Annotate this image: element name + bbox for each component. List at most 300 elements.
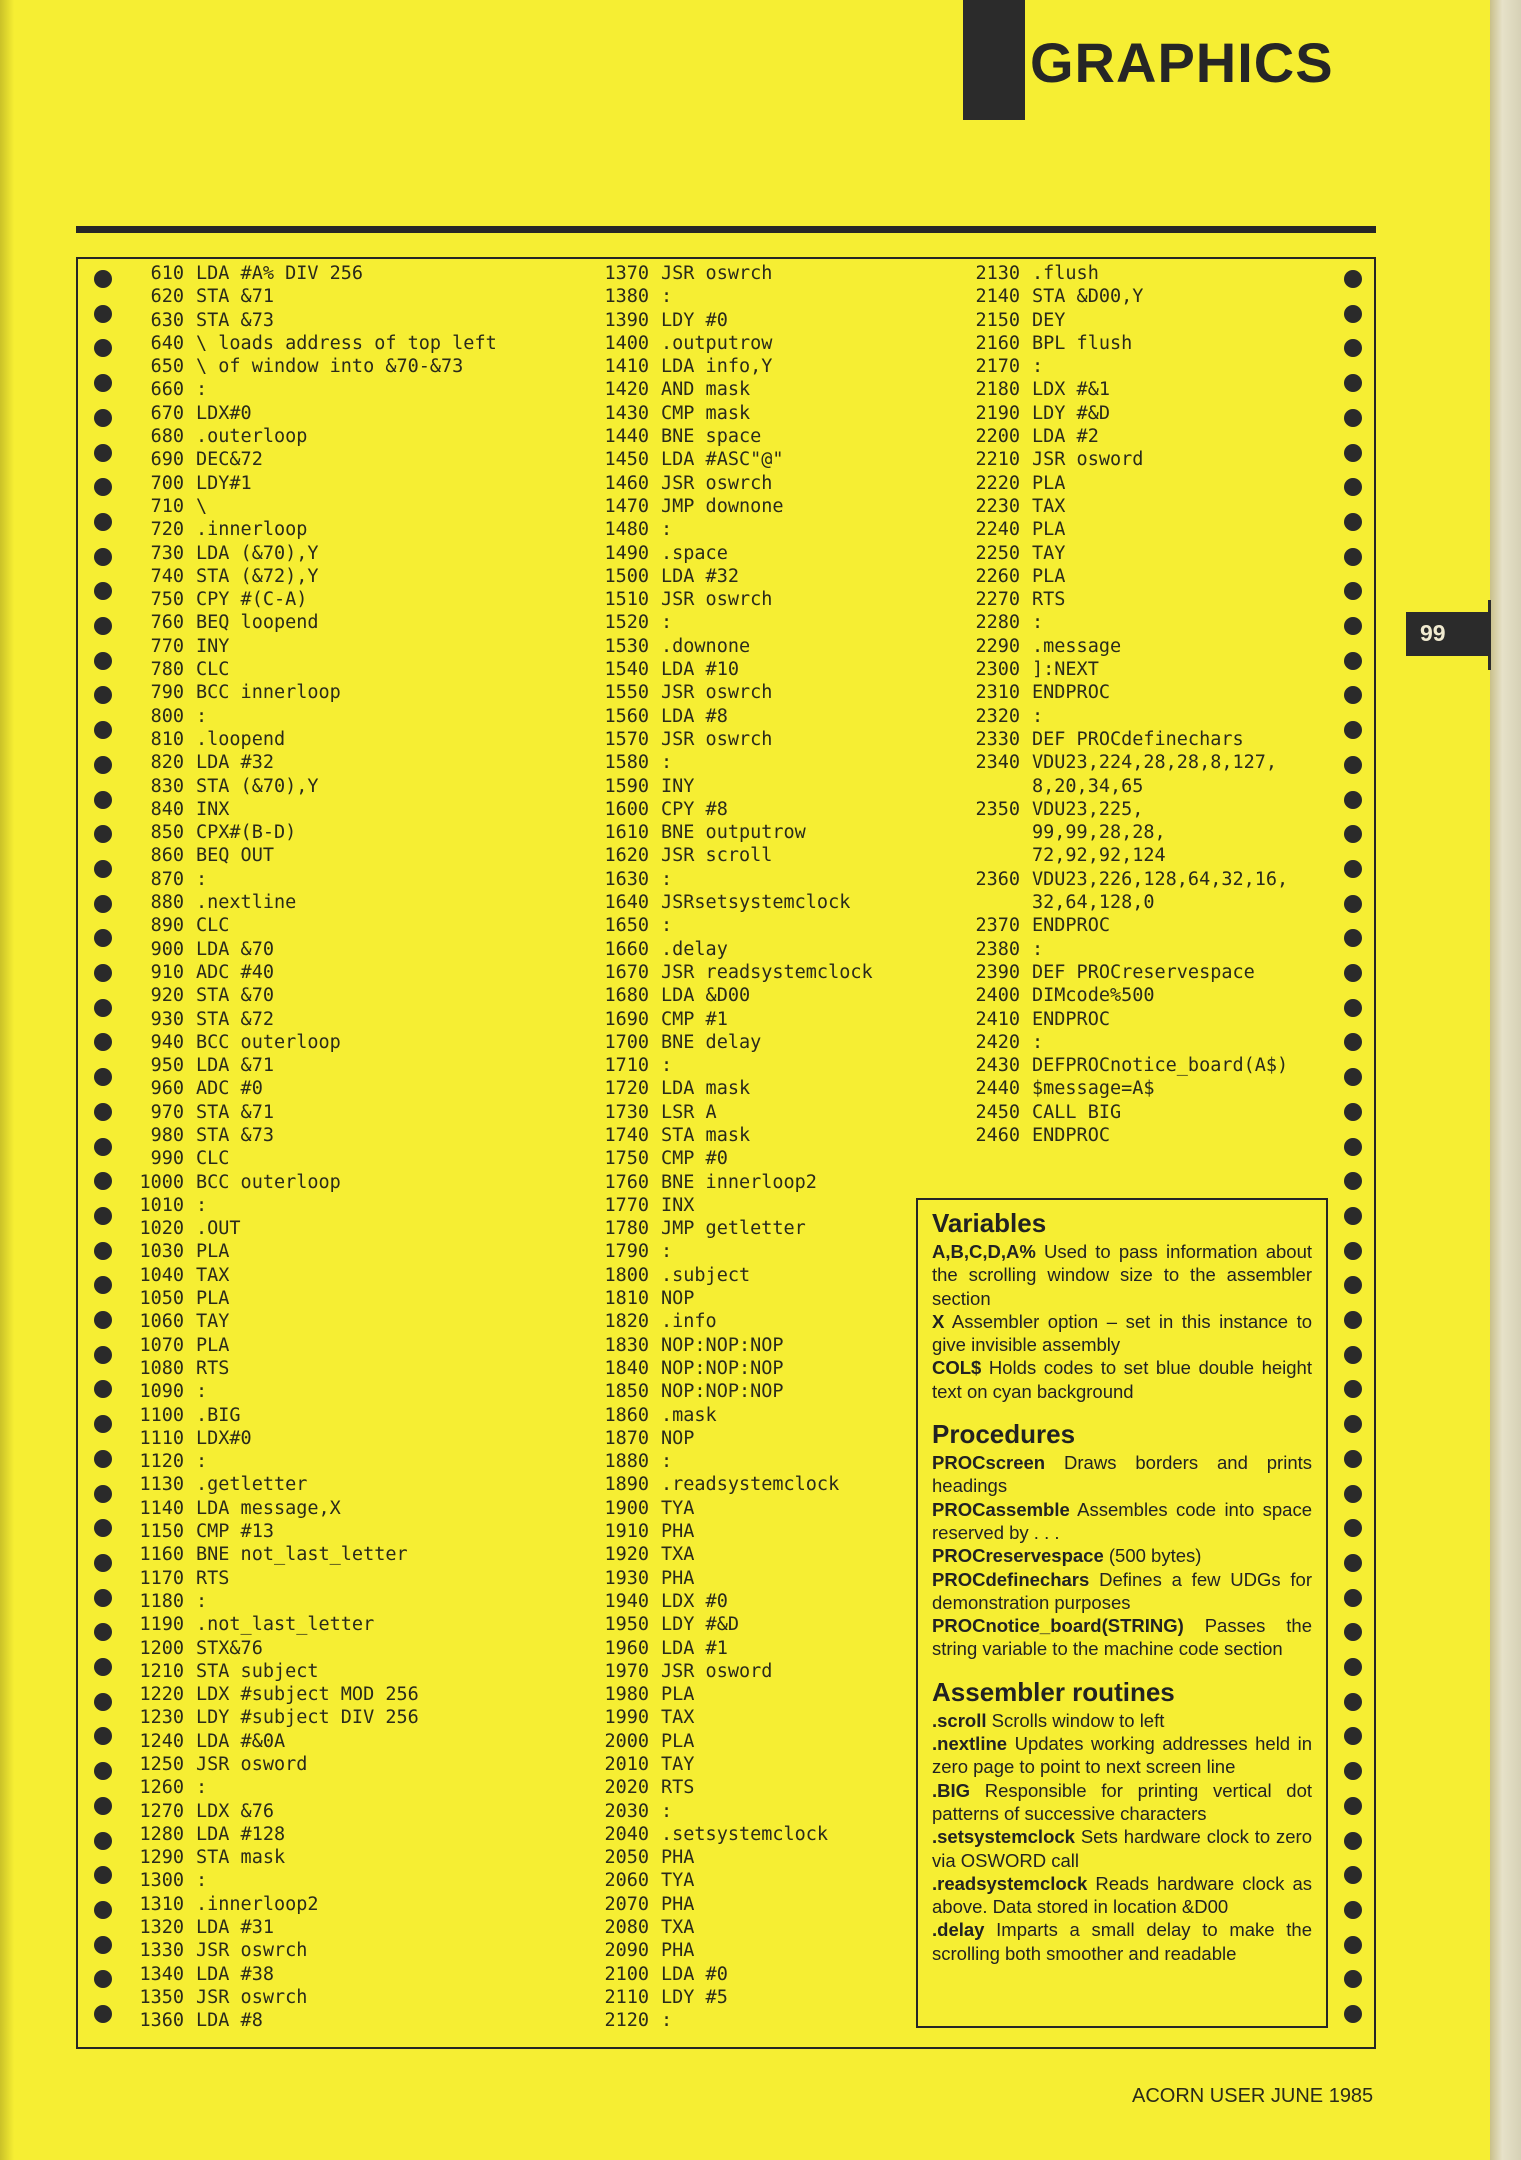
punch-hole — [1344, 686, 1362, 704]
line-number: 1250 — [139, 1754, 184, 1775]
punch-hole — [1344, 1242, 1362, 1260]
line-number: 990 — [150, 1148, 184, 1170]
line-number: 1840 — [604, 1357, 649, 1379]
code-line — [577, 495, 873, 518]
code-line — [96, 984, 497, 1007]
glossary-entry — [932, 1310, 1312, 1357]
punch-hole — [1344, 999, 1362, 1017]
line-number: 1880 — [604, 1451, 649, 1473]
punch-hole — [1344, 374, 1362, 392]
code-statement: ENDPROC — [1032, 915, 1110, 937]
line-number: 2250 — [975, 542, 1020, 564]
glossary-description: Sets hardware clock to zero via OSWORD call — [932, 1826, 1312, 1871]
code-line — [960, 378, 1288, 401]
line-number: 640 — [150, 332, 184, 354]
code-line — [577, 658, 873, 681]
line-number: 1310 — [139, 1893, 184, 1915]
code-line — [96, 355, 497, 378]
line-number: 2150 — [975, 309, 1020, 331]
code-statement: JMP downone — [661, 495, 784, 517]
line-number: 1370 — [604, 263, 649, 284]
line-number: 1380 — [604, 286, 649, 308]
code-statement: LDX#0 — [196, 1427, 252, 1449]
procedures-section — [932, 1419, 1312, 1661]
code-statement: : — [661, 286, 673, 308]
code-line — [96, 1986, 497, 2009]
code-line — [577, 1264, 873, 1287]
punch-hole — [1344, 548, 1362, 566]
code-statement: LDA message,X — [196, 1497, 341, 1519]
code-statement: : — [196, 1194, 208, 1216]
header-bar — [963, 0, 1025, 120]
code-statement: DEF PROCdefinechars — [1032, 728, 1244, 750]
punch-hole — [1344, 964, 1362, 982]
code-line — [577, 938, 873, 961]
code-line — [577, 1194, 873, 1217]
glossary-entry — [932, 1544, 1312, 1567]
code-statement: .nextline — [196, 892, 297, 914]
code-statement: : — [196, 379, 208, 401]
line-number: 1860 — [604, 1404, 649, 1426]
line-number: 2170 — [975, 356, 1020, 378]
code-statement: INX — [196, 798, 230, 820]
code-statement: JSR oswrch — [661, 682, 773, 704]
code-line — [960, 495, 1288, 518]
line-number: 1490 — [604, 542, 649, 564]
code-statement: : — [661, 1800, 673, 1822]
glossary-description: Passes the string variable to the machine code section — [932, 1615, 1312, 1660]
code-line — [960, 891, 1288, 914]
code-statement: STA &71 — [196, 286, 274, 308]
code-statement: TAX — [1032, 495, 1066, 517]
code-statement: : — [196, 705, 208, 727]
listing-column-3 — [960, 262, 1288, 1147]
line-number: 730 — [150, 542, 184, 564]
code-statement: BEQ OUT — [196, 845, 274, 867]
code-statement: RTS — [196, 1357, 230, 1379]
line-number: 1950 — [604, 1614, 649, 1636]
code-line — [96, 1730, 497, 1753]
code-statement: BEQ loopend — [196, 612, 319, 634]
code-line — [577, 1171, 873, 1194]
punch-hole — [1344, 270, 1362, 288]
glossary-entry — [932, 1779, 1312, 1826]
code-statement: .info — [661, 1311, 717, 1333]
code-statement: NOP — [661, 1427, 695, 1449]
code-line — [577, 1939, 873, 1962]
code-statement: : — [1032, 612, 1044, 634]
code-line — [96, 938, 497, 961]
line-number: 1320 — [139, 1917, 184, 1939]
code-line — [96, 1427, 497, 1450]
punch-hole — [1344, 1276, 1362, 1294]
line-number: 1350 — [139, 1986, 184, 2008]
code-line — [577, 565, 873, 588]
code-line — [577, 1637, 873, 1660]
code-line — [96, 1380, 497, 1403]
code-line — [960, 1054, 1288, 1077]
code-line — [577, 1730, 873, 1753]
code-statement: STA &70 — [196, 985, 274, 1007]
code-line — [577, 1450, 873, 1473]
code-statement: : — [661, 752, 673, 774]
line-number: 1150 — [139, 1521, 184, 1543]
line-number: 1700 — [604, 1031, 649, 1053]
line-number: 1810 — [604, 1288, 649, 1310]
code-line — [577, 588, 873, 611]
code-statement: DIMcode%500 — [1032, 985, 1155, 1007]
code-line — [96, 1963, 497, 1986]
code-line — [96, 1008, 497, 1031]
punch-hole — [1344, 1450, 1362, 1468]
line-number: 1580 — [604, 752, 649, 774]
code-statement: STA &73 — [196, 309, 274, 331]
line-number: 1420 — [604, 379, 649, 401]
code-statement: STA (&70),Y — [196, 775, 319, 797]
code-statement: AND mask — [661, 379, 751, 401]
code-statement: LDA #31 — [196, 1917, 274, 1939]
code-statement: CMP #13 — [196, 1521, 274, 1543]
line-number: 1000 — [139, 1171, 184, 1193]
glossary-entry — [932, 1451, 1312, 1498]
line-number: 650 — [150, 356, 184, 378]
code-line — [577, 425, 873, 448]
punch-hole — [1344, 652, 1362, 670]
code-line — [96, 1240, 497, 1263]
line-number: 900 — [150, 938, 184, 960]
code-statement: STA &D00,Y — [1032, 286, 1144, 308]
code-statement: JSR osword — [1032, 449, 1144, 471]
code-statement: .setsystemclock — [661, 1823, 829, 1845]
line-number: 1900 — [604, 1497, 649, 1519]
line-number: 2360 — [975, 868, 1020, 890]
code-line — [96, 1194, 497, 1217]
code-statement: LDX#0 — [196, 402, 252, 424]
code-line — [96, 844, 497, 867]
code-line — [96, 332, 497, 355]
line-number: 700 — [150, 472, 184, 494]
line-number: 830 — [150, 775, 184, 797]
code-statement: NOP:NOP:NOP — [661, 1381, 784, 1403]
code-line — [577, 378, 873, 401]
header-rule — [76, 226, 1376, 233]
punch-hole — [1344, 1693, 1362, 1711]
line-number: 2410 — [975, 1008, 1020, 1030]
code-line — [96, 448, 497, 471]
line-number: 2010 — [604, 1754, 649, 1775]
code-line — [96, 262, 497, 285]
code-statement: .readsystemclock — [661, 1474, 840, 1496]
section-title: GRAPHICS — [1030, 31, 1334, 94]
line-number: 1520 — [604, 612, 649, 634]
code-statement: CLC — [196, 1148, 230, 1170]
line-number: 1230 — [139, 1707, 184, 1729]
code-statement: PLA — [1032, 472, 1066, 494]
code-statement: CLC — [196, 915, 230, 937]
code-statement: LDA mask — [661, 1078, 751, 1100]
code-statement: CMP mask — [661, 402, 751, 424]
code-statement: CALL BIG — [1032, 1101, 1122, 1123]
line-number: 1540 — [604, 659, 649, 681]
code-line — [96, 1473, 497, 1496]
routines-heading: Assembler routines — [932, 1676, 1175, 1707]
code-statement: PLA — [196, 1334, 230, 1356]
line-number: 980 — [150, 1124, 184, 1146]
code-statement: 8,20,34,65 — [1032, 775, 1144, 797]
line-number: 2100 — [604, 1963, 649, 1985]
code-statement: RTS — [1032, 589, 1066, 611]
code-statement: .downone — [661, 635, 751, 657]
line-number: 1170 — [139, 1567, 184, 1589]
code-statement: : — [661, 2010, 673, 2032]
code-statement: PLA — [196, 1288, 230, 1310]
line-number: 1690 — [604, 1008, 649, 1030]
glossary-term: PROCdefinechars — [932, 1568, 1090, 1590]
code-line — [96, 1450, 497, 1473]
line-number: 2180 — [975, 379, 1020, 401]
code-line — [577, 1217, 873, 1240]
code-line — [960, 914, 1288, 937]
procedures-list — [932, 1451, 1312, 1661]
code-line — [577, 1334, 873, 1357]
line-number: 1160 — [139, 1544, 184, 1566]
line-number: 2300 — [975, 659, 1020, 681]
code-line — [577, 542, 873, 565]
code-line — [960, 542, 1288, 565]
line-number: 2290 — [975, 635, 1020, 657]
code-line — [96, 495, 497, 518]
code-line — [960, 518, 1288, 541]
glossary-term: .delay — [932, 1919, 985, 1941]
code-line — [577, 681, 873, 704]
code-statement: TAY — [1032, 542, 1066, 564]
code-statement: BNE innerloop2 — [661, 1171, 817, 1193]
line-number: 1660 — [604, 938, 649, 960]
page-number-tab — [1406, 612, 1490, 656]
line-number: 800 — [150, 705, 184, 727]
code-statement: LDA #8 — [661, 705, 728, 727]
code-statement: BNE delay — [661, 1031, 762, 1053]
code-line — [577, 1683, 873, 1706]
code-statement: ENDPROC — [1032, 1124, 1110, 1146]
code-statement: ADC #40 — [196, 961, 274, 983]
code-line — [577, 984, 873, 1007]
punch-hole — [1344, 1207, 1362, 1225]
line-number: 1190 — [139, 1614, 184, 1636]
footer-issue: ACORN USER JUNE 1985 — [1132, 2085, 1374, 2107]
line-number: 1060 — [139, 1311, 184, 1333]
glossary-entry — [932, 1356, 1312, 1403]
line-number: 1740 — [604, 1124, 649, 1146]
code-statement: JSR scroll — [661, 845, 773, 867]
code-line — [577, 1031, 873, 1054]
code-statement: \ — [196, 495, 208, 517]
code-statement: .OUT — [196, 1218, 241, 1240]
code-statement: LDA #38 — [196, 1963, 274, 1985]
code-line — [577, 1543, 873, 1566]
code-line — [96, 1287, 497, 1310]
code-line — [96, 1124, 497, 1147]
code-line — [96, 2009, 497, 2032]
punch-hole — [1344, 409, 1362, 427]
line-number: 2090 — [604, 1940, 649, 1962]
line-number: 1180 — [139, 1590, 184, 1612]
glossary-entry — [932, 1872, 1312, 1919]
punch-hole — [1344, 825, 1362, 843]
code-line — [960, 961, 1288, 984]
code-line — [577, 309, 873, 332]
code-line — [96, 728, 497, 751]
code-line — [960, 681, 1288, 704]
code-line — [96, 658, 497, 681]
line-number: 1620 — [604, 845, 649, 867]
line-number: 2220 — [975, 472, 1020, 494]
code-line — [577, 1240, 873, 1263]
line-number: 1870 — [604, 1427, 649, 1449]
code-line — [96, 1706, 497, 1729]
code-line — [96, 868, 497, 891]
line-number: 870 — [150, 868, 184, 890]
code-statement: ADC #0 — [196, 1078, 263, 1100]
code-line — [577, 1869, 873, 1892]
line-number: 1710 — [604, 1055, 649, 1077]
code-line — [960, 821, 1288, 844]
code-statement: .outerloop — [196, 426, 308, 448]
code-line — [96, 1147, 497, 1170]
line-number: 1300 — [139, 1870, 184, 1892]
punch-hole — [1344, 929, 1362, 947]
code-statement: INY — [661, 775, 695, 797]
code-statement: LDY #5 — [661, 1986, 728, 2008]
code-line — [96, 891, 497, 914]
punch-hole — [1344, 1033, 1362, 1051]
line-number: 1450 — [604, 449, 649, 471]
glossary-term: PROCreservespace — [932, 1545, 1104, 1567]
code-line — [96, 1077, 497, 1100]
code-line — [577, 355, 873, 378]
line-number: 970 — [150, 1101, 184, 1123]
code-line — [96, 1031, 497, 1054]
code-statement: .space — [661, 542, 728, 564]
code-statement: ]:NEXT — [1032, 659, 1099, 681]
code-line — [96, 1357, 497, 1380]
code-line — [96, 1753, 497, 1776]
code-statement: : — [196, 1381, 208, 1403]
code-line — [577, 775, 873, 798]
line-number: 2240 — [975, 519, 1020, 541]
punch-hole — [1344, 1832, 1362, 1850]
punch-hole — [1344, 721, 1362, 739]
glossary-panel — [916, 1198, 1328, 2028]
code-line — [577, 262, 873, 285]
line-number: 2270 — [975, 589, 1020, 611]
code-statement: LDA #128 — [196, 1823, 286, 1845]
line-number: 2110 — [604, 1986, 649, 2008]
line-number: 1140 — [139, 1497, 184, 1519]
line-number: 2280 — [975, 612, 1020, 634]
code-line — [960, 402, 1288, 425]
routines-list — [932, 1709, 1312, 1965]
code-statement: : — [661, 868, 673, 890]
code-statement: : — [1032, 705, 1044, 727]
code-statement: STA mask — [661, 1124, 751, 1146]
line-number: 1550 — [604, 682, 649, 704]
code-statement: JSRsetsystemclock — [661, 892, 851, 914]
code-statement: PLA — [661, 1730, 695, 1752]
code-line — [960, 588, 1288, 611]
line-number: 1050 — [139, 1288, 184, 1310]
line-number: 2050 — [604, 1847, 649, 1869]
line-number: 1890 — [604, 1474, 649, 1496]
line-number: 1980 — [604, 1684, 649, 1706]
code-statement: LDA &70 — [196, 938, 274, 960]
line-number: 680 — [150, 426, 184, 448]
code-line — [577, 285, 873, 308]
code-statement: STA subject — [196, 1660, 319, 1682]
page-edge — [1490, 0, 1521, 2160]
code-line — [577, 798, 873, 821]
code-statement: ENDPROC — [1032, 1008, 1110, 1030]
line-number: 1200 — [139, 1637, 184, 1659]
punch-hole — [1344, 1727, 1362, 1745]
line-number: 2230 — [975, 495, 1020, 517]
code-line — [960, 611, 1288, 634]
line-number: 1770 — [604, 1194, 649, 1216]
code-statement: : — [661, 1055, 673, 1077]
line-number: 620 — [150, 286, 184, 308]
code-line — [96, 1869, 497, 1892]
line-number: 2430 — [975, 1055, 1020, 1077]
code-statement: .innerloop — [196, 519, 308, 541]
code-statement: .getletter — [196, 1474, 308, 1496]
variables-heading: Variables — [932, 1208, 1047, 1238]
line-number: 1790 — [604, 1241, 649, 1263]
routines-section — [932, 1677, 1312, 1965]
line-number: 610 — [150, 263, 184, 284]
line-number: 1630 — [604, 868, 649, 890]
code-statement: LDY #subject DIV 256 — [196, 1707, 419, 1729]
code-line — [577, 402, 873, 425]
code-statement: TXA — [661, 1917, 695, 1939]
line-number: 2120 — [604, 2010, 649, 2032]
punch-hole — [1344, 1346, 1362, 1364]
code-line — [96, 1590, 497, 1613]
line-number: 1530 — [604, 635, 649, 657]
line-number: 2350 — [975, 798, 1020, 820]
code-statement: JMP getletter — [661, 1218, 806, 1240]
glossary-entry — [932, 1825, 1312, 1872]
code-line — [577, 1077, 873, 1100]
punch-hole — [1344, 756, 1362, 774]
code-line — [960, 565, 1288, 588]
punch-hole — [1344, 1172, 1362, 1190]
code-line — [577, 821, 873, 844]
line-number: 2450 — [975, 1101, 1020, 1123]
line-number: 1470 — [604, 495, 649, 517]
code-line — [96, 588, 497, 611]
line-number: 940 — [150, 1031, 184, 1053]
code-line — [577, 705, 873, 728]
code-statement: LDA #&0A — [196, 1730, 286, 1752]
code-line — [577, 728, 873, 751]
line-number: 1640 — [604, 892, 649, 914]
code-line — [960, 1101, 1288, 1124]
code-statement: BCC innerloop — [196, 682, 341, 704]
line-number: 670 — [150, 402, 184, 424]
glossary-description: Reads hardware clock as above. Data stored in location &D00 — [932, 1872, 1312, 1918]
glossary-entry — [932, 1709, 1312, 1732]
code-line — [960, 728, 1288, 751]
